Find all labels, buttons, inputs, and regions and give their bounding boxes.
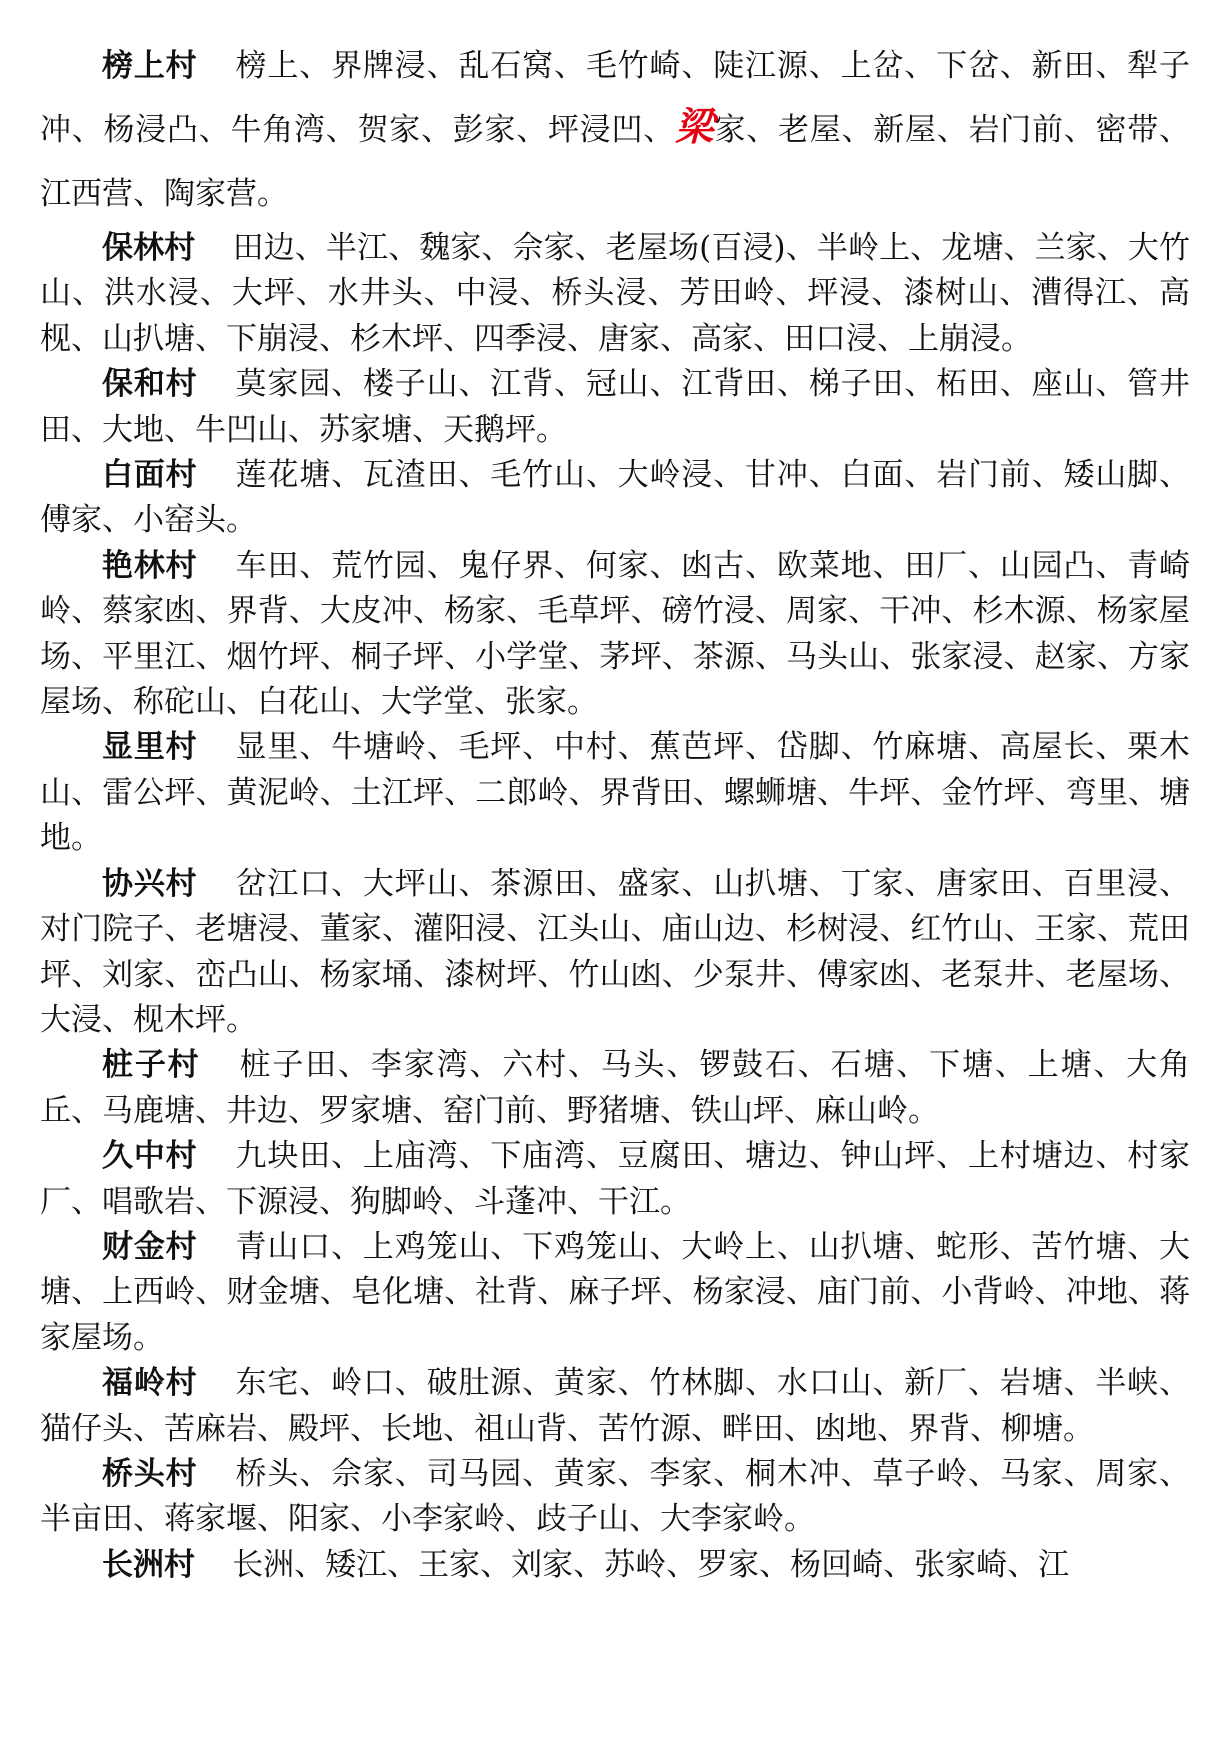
village-name: 保和村 [102,366,198,403]
place-list: 青山口、上鸡笼山、下鸡笼山、大岭上、山扒塘、蛇形、苦竹塘、大塘、上西岭、财金塘、皂化塘、社背、麻子坪、杨家浸、庙门前、小背岭、冲地、蒋家屋场。 [40,1228,1190,1356]
village-entry [40,1543,1190,1588]
village-entry [40,544,1190,726]
place-list: 岔江口、大坪山、茶源田、盛家、山扒塘、丁家、唐家田、百里浸、对门院子、老塘浸、董家、灌阳浸、江头山、庙山边、杉树浸、红竹山、王家、荒田坪、刘家、峦凸山、杨家埇、漆树坪、竹山凼、少泵井、傅家凼、老泵井、老屋场、大浸、枧木坪。 [40,865,1190,1038]
place-list: 长洲、矮江、王家、刘家、苏岭、罗家、杨回崎、张家崎、江 [232,1546,1070,1583]
village-entry [40,725,1190,861]
village-name: 财金村 [102,1228,198,1265]
village-name: 桥头村 [102,1455,198,1492]
place-list: 榜上、界牌浸、乱石窝、毛竹崎、陡江源、上岔、下岔、新田、犁子冲、杨浸凸、牛角湾、贺家、彭家、坪浸凹、 [40,48,1190,148]
village-entry [40,1134,1190,1225]
village-name: 协兴村 [102,865,198,902]
place-list: 车田、荒竹园、鬼仔界、何家、凼古、欧菜地、田厂、山园凸、青崎岭、蔡家凼、界背、大皮冲、杨家、毛草坪、磅竹浸、周家、干冲、杉木源、杨家屋场、平里江、烟竹坪、桐子坪、小学堂、茅坪、茶源、马头山、张家浸、赵家、方家屋场、称砣山、白花山、大学堂、张家。 [40,547,1190,721]
place-list: 九块田、上庙湾、下庙湾、豆腐田、塘边、钟山坪、上村塘边、村家厂、唱歌岩、下源浸、狗脚岭、斗蓬冲、干江。 [40,1138,1190,1220]
village-name: 白面村 [102,457,198,494]
village-entry [40,1361,1190,1452]
village-name: 艳林村 [102,547,198,584]
place-list: 桥头、佘家、司马园、黄家、李家、桐木冲、草子岭、马家、周家、半亩田、蒋家堰、阳家、小李家岭、歧子山、大李家岭。 [40,1455,1190,1538]
village-name: 显里村 [102,729,198,766]
village-entry [40,1043,1190,1134]
village-name: 榜上村 [102,48,198,84]
document-page [40,34,1190,1588]
place-list: 桩子田、李家湾、六村、马头、锣鼓石、石塘、下塘、上塘、大角丘、马鹿塘、井边、罗家塘、窑门前、野猪塘、铁山坪、麻山岭。 [40,1047,1190,1129]
place-list: 田边、半江、魏家、佘家、老屋场(百浸)、半岭上、龙塘、兰家、大竹山、洪水浸、大坪、水井头、中浸、桥头浸、芳田岭、坪浸、漆树山、漕得江、高枧、山扒塘、下崩浸、杉木坪、四季浸、唐家、高家、田口浸、上崩浸。 [40,230,1190,357]
village-name: 久中村 [102,1138,198,1175]
village-name: 福岭村 [102,1365,198,1402]
village-name: 桩子村 [102,1047,201,1084]
place-list: 莫家园、楼子山、江背、冠山、江背田、梯子田、柘田、座山、管井田、大地、牛凹山、苏家塘、天鹅坪。 [40,366,1190,448]
village-entry [40,34,1190,226]
place-list: 家、老屋、新屋、岩门前、密带、江西营、陶家营。 [40,112,1190,212]
place-list: 显里、牛塘岭、毛坪、中村、蕉芭坪、岱脚、竹麻塘、高屋长、栗木山、雷公坪、黄泥岭、土江坪、二郎岭、界背田、螺蛳塘、牛坪、金竹坪、弯里、塘地。 [40,729,1190,857]
highlighted-character: 梁 [675,105,715,150]
place-list: 东宅、岭口、破肚源、黄家、竹林脚、水口山、新厂、岩塘、半峡、猫仔头、苦麻岩、殿坪、长地、祖山背、苦竹源、畔田、凼地、界背、柳塘。 [40,1365,1190,1447]
village-entry [40,1225,1190,1361]
village-entry [40,1452,1190,1543]
village-name: 保林村 [102,230,196,266]
village-entry [40,362,1190,453]
village-name: 长洲村 [102,1546,195,1583]
village-entry [40,226,1190,362]
village-entry [40,862,1190,1044]
place-list: 莲花塘、瓦渣田、毛竹山、大岭浸、甘冲、白面、岩门前、矮山脚、傅家、小窑头。 [40,457,1190,539]
village-entry [40,453,1190,544]
